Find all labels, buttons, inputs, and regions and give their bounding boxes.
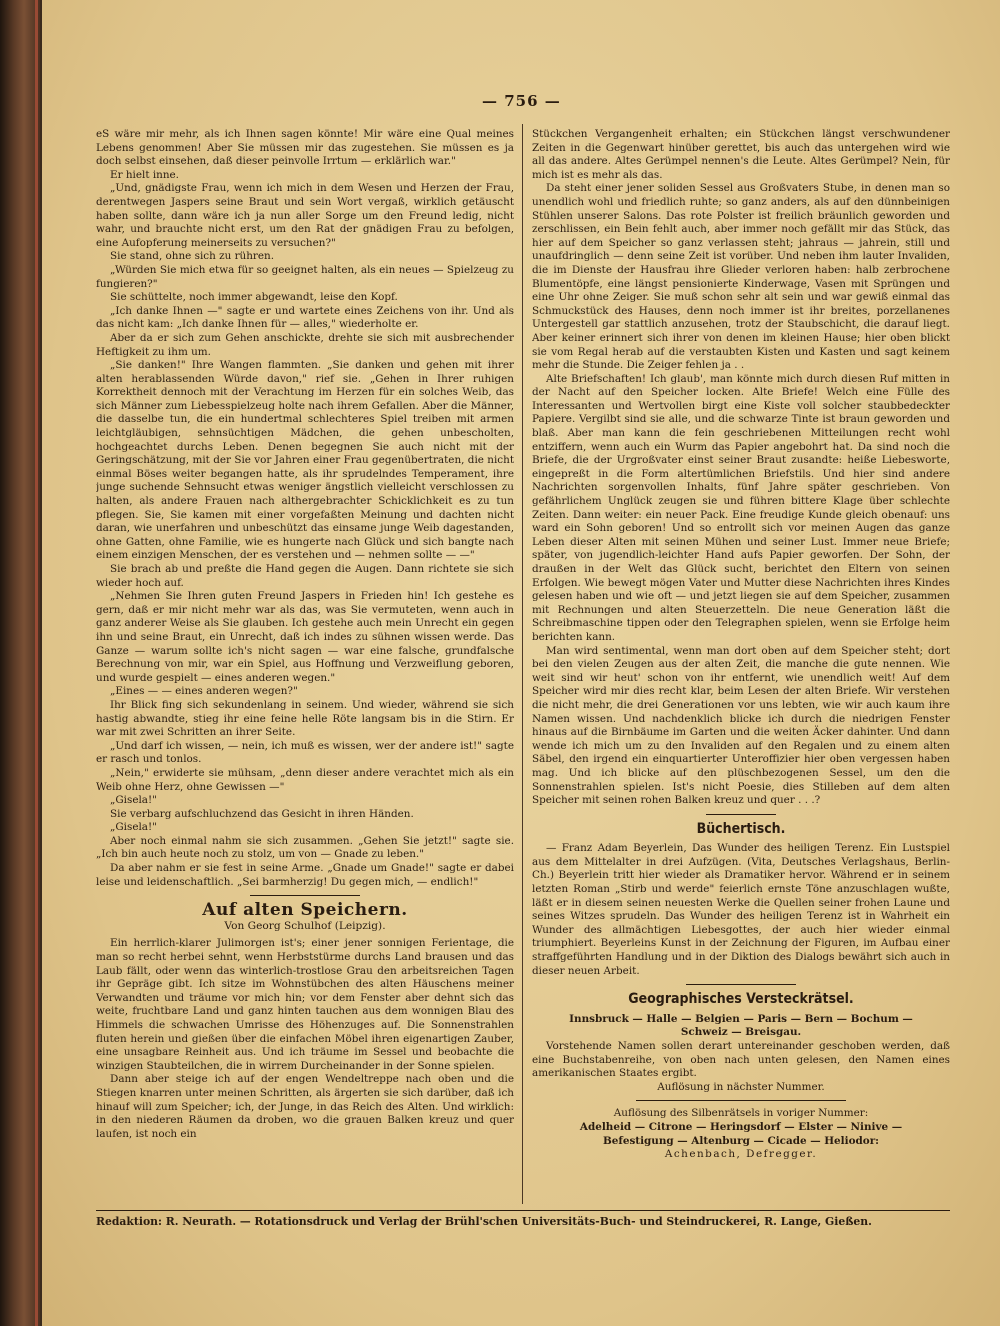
- riddle-solution-note: Auflösung in nächster Nummer.: [657, 1080, 825, 1093]
- article-paragraph: Man wird sentimental, wenn man dort oben auf dem Speicher steht; dort bei den vielen Zeugen aus der alten Zeit, die manche die gute nennen. Wie weit sind wir heut' schon von ihr entfernt, wie unendlich weit! Auf dem Speicher wird mir dies recht klar, beim Lesen der alten Briefe. Wir verstehen die nicht mehr, die drei Generationen vor uns lebten, wie wir auch kaum ihre Namen wissen. Und nachdenklich blicke ich durch die niedrigen Fenster hinaus auf die Birnbäume im Garten und die weiten Äcker dahinter. Und dann wende ich mich um zu den Invaliden auf den Regalen und zu einem alten Säbel, den irgend ein einquartierter Unteroffizier hier oben vergessen haben mag. Und ich blicke auf den plüschbezogenen Sessel, um den die Sonnenstrahlen spielen. Ist's nicht Poesie, dies Stilleben auf dem alten Speicher mit seinen rohen Balken kreuz und quer . . .?: [532, 644, 950, 807]
- section-heading-buechertisch: Büchertisch.: [696, 820, 786, 837]
- footer-rule: [96, 1210, 950, 1211]
- column-divider: [522, 124, 523, 1204]
- previous-solution-words: Befestigung — Altenburg — Cicade — Heliodor:: [602, 1134, 880, 1147]
- story-paragraph: „Eines — — eines anderen wegen?": [110, 685, 298, 698]
- story-paragraph: „Und darf ich wissen, — nein, ich muß es wissen, wer der andere ist!" sagte er rasch und tonlos.: [96, 739, 514, 766]
- article-paragraph: Stückchen Vergangenheit erhalten; ein Stückchen längst verschwundener Zeiten in die Gegenwart hinüber gerettet, bis auch das untergehen wird wie all das andere. Altes Gerümpel nennen's die Leute. Altes Gerümpel? Nein, für mich ist es mehr als das.: [532, 128, 950, 181]
- story-paragraph: „Nein," erwiderte sie mühsam, „denn dieser andere verachtet mich als ein Weib ohne Herz, ohne Gewissen —": [96, 766, 514, 793]
- story-paragraph: Sie schüttelte, noch immer abgewandt, leise den Kopf.: [110, 291, 398, 304]
- story-paragraph: „Gisela!": [110, 794, 157, 807]
- riddle-words: Schweiz — Breisgau.: [680, 1026, 802, 1039]
- article-paragraph: Ein herrlich-klarer Julimorgen ist's; einer jener sonnigen Ferientage, die man so recht herbei sehnt, wenn Herbststürme durchs Land brausen und das Laub fällt, oder wenn das winterlich-trostlose Grau den arbeitsreichen Tagen ihr Gepräge gibt. Ich sitze im Wohnstübchen des alten Häuschens meiner Verwandten und träume vor mich hin; vor dem Fenster aber dehnt sich das weite, fruchtbare Land und ganz hinten tauchen aus dem wonnigen Blau des Himmels die schwachen Umrisse des Höhenzuges auf. Die Sonnenstrahlen fluten herein und gießen über die einfachen Möbel ihren eigenartigen Zauber, eine unsagbare Reinheit aus. Und ich träume im Sessel und beobachte die winzigen Staubteilchen, die in wirrem Durcheinander in der Sonne spielen.: [96, 937, 514, 1072]
- story-paragraph: Aber da er sich zum Gehen anschickte, drehte sie sich mit ausbrechender Heftigkeit zu ihm um.: [96, 331, 514, 358]
- article-paragraph: Alte Briefschaften! Ich glaub', man könnte mich durch diesen Ruf mitten in der Nacht auf den Speicher locken. Alte Briefe! Welch eine Fülle des Interessanten und Wertvollen birgt eine Kiste voll solcher staubbedeckter Papiere. Vergilbt sind sie alle, und die schwarze Tinte ist braun geworden und blaß. Aber man kann die fein geschriebenen Mitteilungen recht wohl entziffern, wenn auch ein Wurm das Papier angebohrt hat. Da sind noch die Briefe, die der Urgroßvater einst seiner Braut zusandte: heiße Liebesworte, eingepreßt in die Form altertümlichen Briefstils. Und hier sind andere Nachrichten sorgenvollen Inhalts, fünf Jahre später geschrieben. Von gefährlichem Unglück zeugen sie und führen bittere Klage über schlechte Zeiten. Dann weiter: ein neuer Pack. Eine freudige Kunde gleich obenauf: uns ward ein Sohn geboren! Und so entrollt sich vor meinen Augen das ganze Leben dieser Alten mit seinen Mühen und seiner Lust. Immer neue Briefe; später, von jugendlich-leichter Hand aufs Papier geworfen. Der Sohn, der draußen in der Welt das Glück sucht, berichtet den Eltern von seinen Erfolgen. Wie bewegt mögen Vater und Mutter diese Nachrichten ihres Kindes gelesen haben und wie oft — und jetzt liegen sie auf dem Speicher, zusammen mit Rechnungen und alten Steuerzetteln. Die neue Generation läßt die Schreibmaschine tippen oder den Telegraphen spielen, wenn sie Erfolge heim berichten kann.: [532, 372, 950, 643]
- right-column: [532, 128, 950, 1202]
- section-rule: [636, 1100, 846, 1101]
- story-paragraph: „Und, gnädigste Frau, wenn ich mich in dem Wesen und Herzen der Frau, derentwegen Jaspers seine Braut und sein Wort vergaß, wirklich getäuscht haben sollte, dann wäre ich ja nun aller Sorge um den Freund ledig, nicht wahr, und brauchte nicht erst, um den Rat der gnädigen Frau zu befolgen, eine Aufopferung meinerseits zu versuchen?": [96, 182, 514, 249]
- section-rule: [706, 814, 776, 815]
- story-paragraph: „Nehmen Sie Ihren guten Freund Jaspers in Frieden hin! Ich gestehe es gern, daß er mir nicht mehr war als das, was Sie vermuteten, wenn auch in ganz anderer Weise als Sie glauben. Ich gestehe auch mein Unrecht ein gegen ihn und seine Braut, ein Unrecht, daß ich indes zu sühnen wissen werde. Das Ganze — warum sollte ich's nicht sagen — war eine falsche, grundfalsche Berechnung von mir, war ein Spiel, aus Hoffnung und Verzweiflung geboren, und wurde gespielt — eines anderen wegen.": [96, 590, 514, 684]
- book-review-paragraph: — Franz Adam Beyerlein, Das Wunder des heiligen Terenz. Ein Lustspiel aus dem Mittelalter in drei Aufzügen. (Vita, Deutsches Verlagshaus, Berlin-Ch.) Beyerlein tritt hier wieder als Dramatiker hervor. Während er in seinem letzten Roman „Stirb und werde" feierlich ernste Töne anzuschlagen wußte, läßt er in diesem seinen neuesten Werke die Quellen seiner frohen Laune und seines Witzes sprudeln. Das Wunder des heiligen Terenz ist in Wahrheit ein Wunder des allmächtigen Liebesgottes, der auch hier wieder einmal triumphiert. Beyerleins Kunst in der Zeichnung der Figuren, im Aufbau einer straffgeführten Handlung und in der Diktion des Dialogs bewährt sich auch in dieser neuen Arbeit.: [532, 842, 950, 977]
- previous-solution-title: Auflösung des Silbenrätsels in voriger Nummer:: [613, 1107, 869, 1120]
- left-column: [96, 128, 514, 1202]
- story-paragraph: Sie brach ab und preßte die Hand gegen die Augen. Dann richtete sie sich wieder hoch auf.: [96, 563, 514, 589]
- story-paragraph: Aber noch einmal nahm sie sich zusammen. „Gehen Sie jetzt!" sagte sie. „Ich bin auch heute noch zu stolz, um von — Gnade zu leben.": [96, 834, 514, 861]
- article-paragraph: Dann aber steige ich auf der engen Wendeltreppe nach oben und die Stiegen knarren unter meinen Schritten, als ärgerten sie sich darüber, daß ich hinauf will zum Speicher; ich, der Junge, in das Reich des Alten. Und wirklich: in den niederen Räumen da droben, wo die grauen Balken kreuz und quer laufen, ist noch ein: [96, 1073, 514, 1140]
- story-paragraph: „Würden Sie mich etwa für so geeignet halten, als ein neues — Spielzeug zu fungieren?": [96, 263, 514, 290]
- page-number: — 756 —: [482, 92, 561, 110]
- book-binding-edge: [0, 0, 40, 1326]
- story-paragraph: Er hielt inne.: [110, 168, 179, 181]
- story-paragraph: Sie verbarg aufschluchzend das Gesicht in ihren Händen.: [110, 807, 414, 820]
- previous-solution-answer: Achenbach, Defregger.: [664, 1148, 818, 1161]
- story-paragraph: Sie stand, ohne sich zu rühren.: [110, 250, 275, 263]
- article-paragraph: Da steht einer jener soliden Sessel aus Großvaters Stube, in denen man so unendlich wohl und friedlich ruhte; so ganz anders, als auf den dünnbeinigen Stühlen unserer Salons. Das rote Polster ist freilich bräunlich geworden und zerschlissen, ein Bein fehlt auch, aber immer noch gefällt mir das Stück, das hier auf dem Speicher so ganz verlassen steht; jahraus — jahrein, still und unaufdringlich — denn seine Zeit ist vorüber. Und neben ihm lauter Invaliden, die im Dienste der Hausfrau ihre Glieder verloren haben: halb zerbrochene Blumentöpfe, eine längst pensionierte Kinderwage, Vasen mit Sprüngen und eine Uhr ohne Zeiger. Sie muß schon sehr alt sein und war gewiß einmal das Schmuckstück des Hauses, denn noch immer ist ihr breites, porzellanenes Untergestell gar stattlich anzusehen, trotz der Staubschicht, die darauf liegt. Aber keiner erinnert sich ihrer von denen im kleinen Hause; hier oben blickt sie vom Regal herab auf die verstaubten Kisten und Kasten und sagt keinem mehr die Stunde. Die Zeiger fehlen ja . .: [532, 182, 950, 372]
- section-rule: [686, 984, 796, 985]
- story-paragraph: „Sie danken!" Ihre Wangen flammten. „Sie danken und gehen mit ihrer alten herablassenden Würde davon," rief sie. „Gehen in Ihrer ruhigen Korrektheit dennoch mit der Verachtung im Herzen für ein solches Weib, das sich Männer zum Liebesspielzeug holte nach ihrem Gefallen. Aber die Männer, die dasselbe tun, die ein hundertmal schlechteres Spiel treiben mit armen leichtgläubigen, sehnsüchtigen Mädchen, die gehen unbescholten, hochgeachtet durchs Leben. Denen begegnen Sie auch nicht mit der Geringschätzung, mit der Sie vor Jahren einer Frau gegenübertraten, die nicht einmal Böses weiter begangen hatte, als ihr sprudelndes Temperament, ihre junge suchende Sehnsucht etwas weniger ängstlich vielleicht verschlossen zu halten, als andere Frauen nach althergebrachter Schicklichkeit es zu tun pflegen. Sie, Sie kamen mit einer vorgefaßten Meinung und dachten nicht daran, wie unerfahren und unbeschützt das einsame junge Weib dagestanden, ohne Gatten, ohne Familie, wie es hungerte nach Glück und sich bangte nach einem einzigen Menschen, der es verstehen und — nehmen sollte — —": [96, 359, 514, 562]
- story-paragraph: „Gisela!": [110, 821, 157, 834]
- section-rule: [250, 895, 360, 896]
- section-heading-raetsel: Geographisches Versteckrätsel.: [628, 991, 854, 1008]
- article-title: Auf alten Speichern.: [202, 900, 408, 921]
- previous-solution-words: Adelheid — Citrone — Heringsdorf — Elster — Ninive —: [579, 1120, 903, 1133]
- riddle-words: Innsbruck — Halle — Belgien — Paris — Bern — Bochum —: [569, 1012, 913, 1025]
- imprint-line: Redaktion: R. Neurath. — Rotationsdruck und Verlag der Brühl'schen Universitäts-Buch- und Steindruckerei, R. Lange, Gießen.: [96, 1215, 872, 1228]
- story-paragraph: „Ich danke Ihnen —" sagte er und wartete eines Zeichens von ihr. Und als das nicht kam: „Ich danke Ihnen für — alles," wiederholte er.: [96, 304, 514, 331]
- article-author: Von Georg Schulhof (Leipzig).: [224, 919, 386, 932]
- riddle-instructions: Vorstehende Namen sollen derart untereinander geschoben werden, daß eine Buchstabenreihe, von oben nach unten gelesen, den Namen eines amerikanischen Staates ergibt.: [532, 1040, 950, 1080]
- story-paragraph: eS wäre mir mehr, als ich Ihnen sagen könnte! Mir wäre eine Qual meines Lebens genommen! Aber Sie müssen mir das zugestehen. Sie müssen es ja doch selbst einsehen, daß dieser peinvolle Irrtum — erklärlich war.": [96, 128, 514, 168]
- story-paragraph: Ihr Blick fing sich sekundenlang in seinem. Und wieder, während sie sich hastig abwandte, stieg ihr eine feine helle Röte langsam bis in die Stirn. Er war mit zwei Schritten an ihrer Seite.: [96, 698, 514, 739]
- story-paragraph: Da aber nahm er sie fest in seine Arme. „Gnade um Gnade!" sagte er dabei leise und leidenschaftlich. „Sei barmherzig! Du gegen mich, — endlich!": [96, 862, 514, 888]
